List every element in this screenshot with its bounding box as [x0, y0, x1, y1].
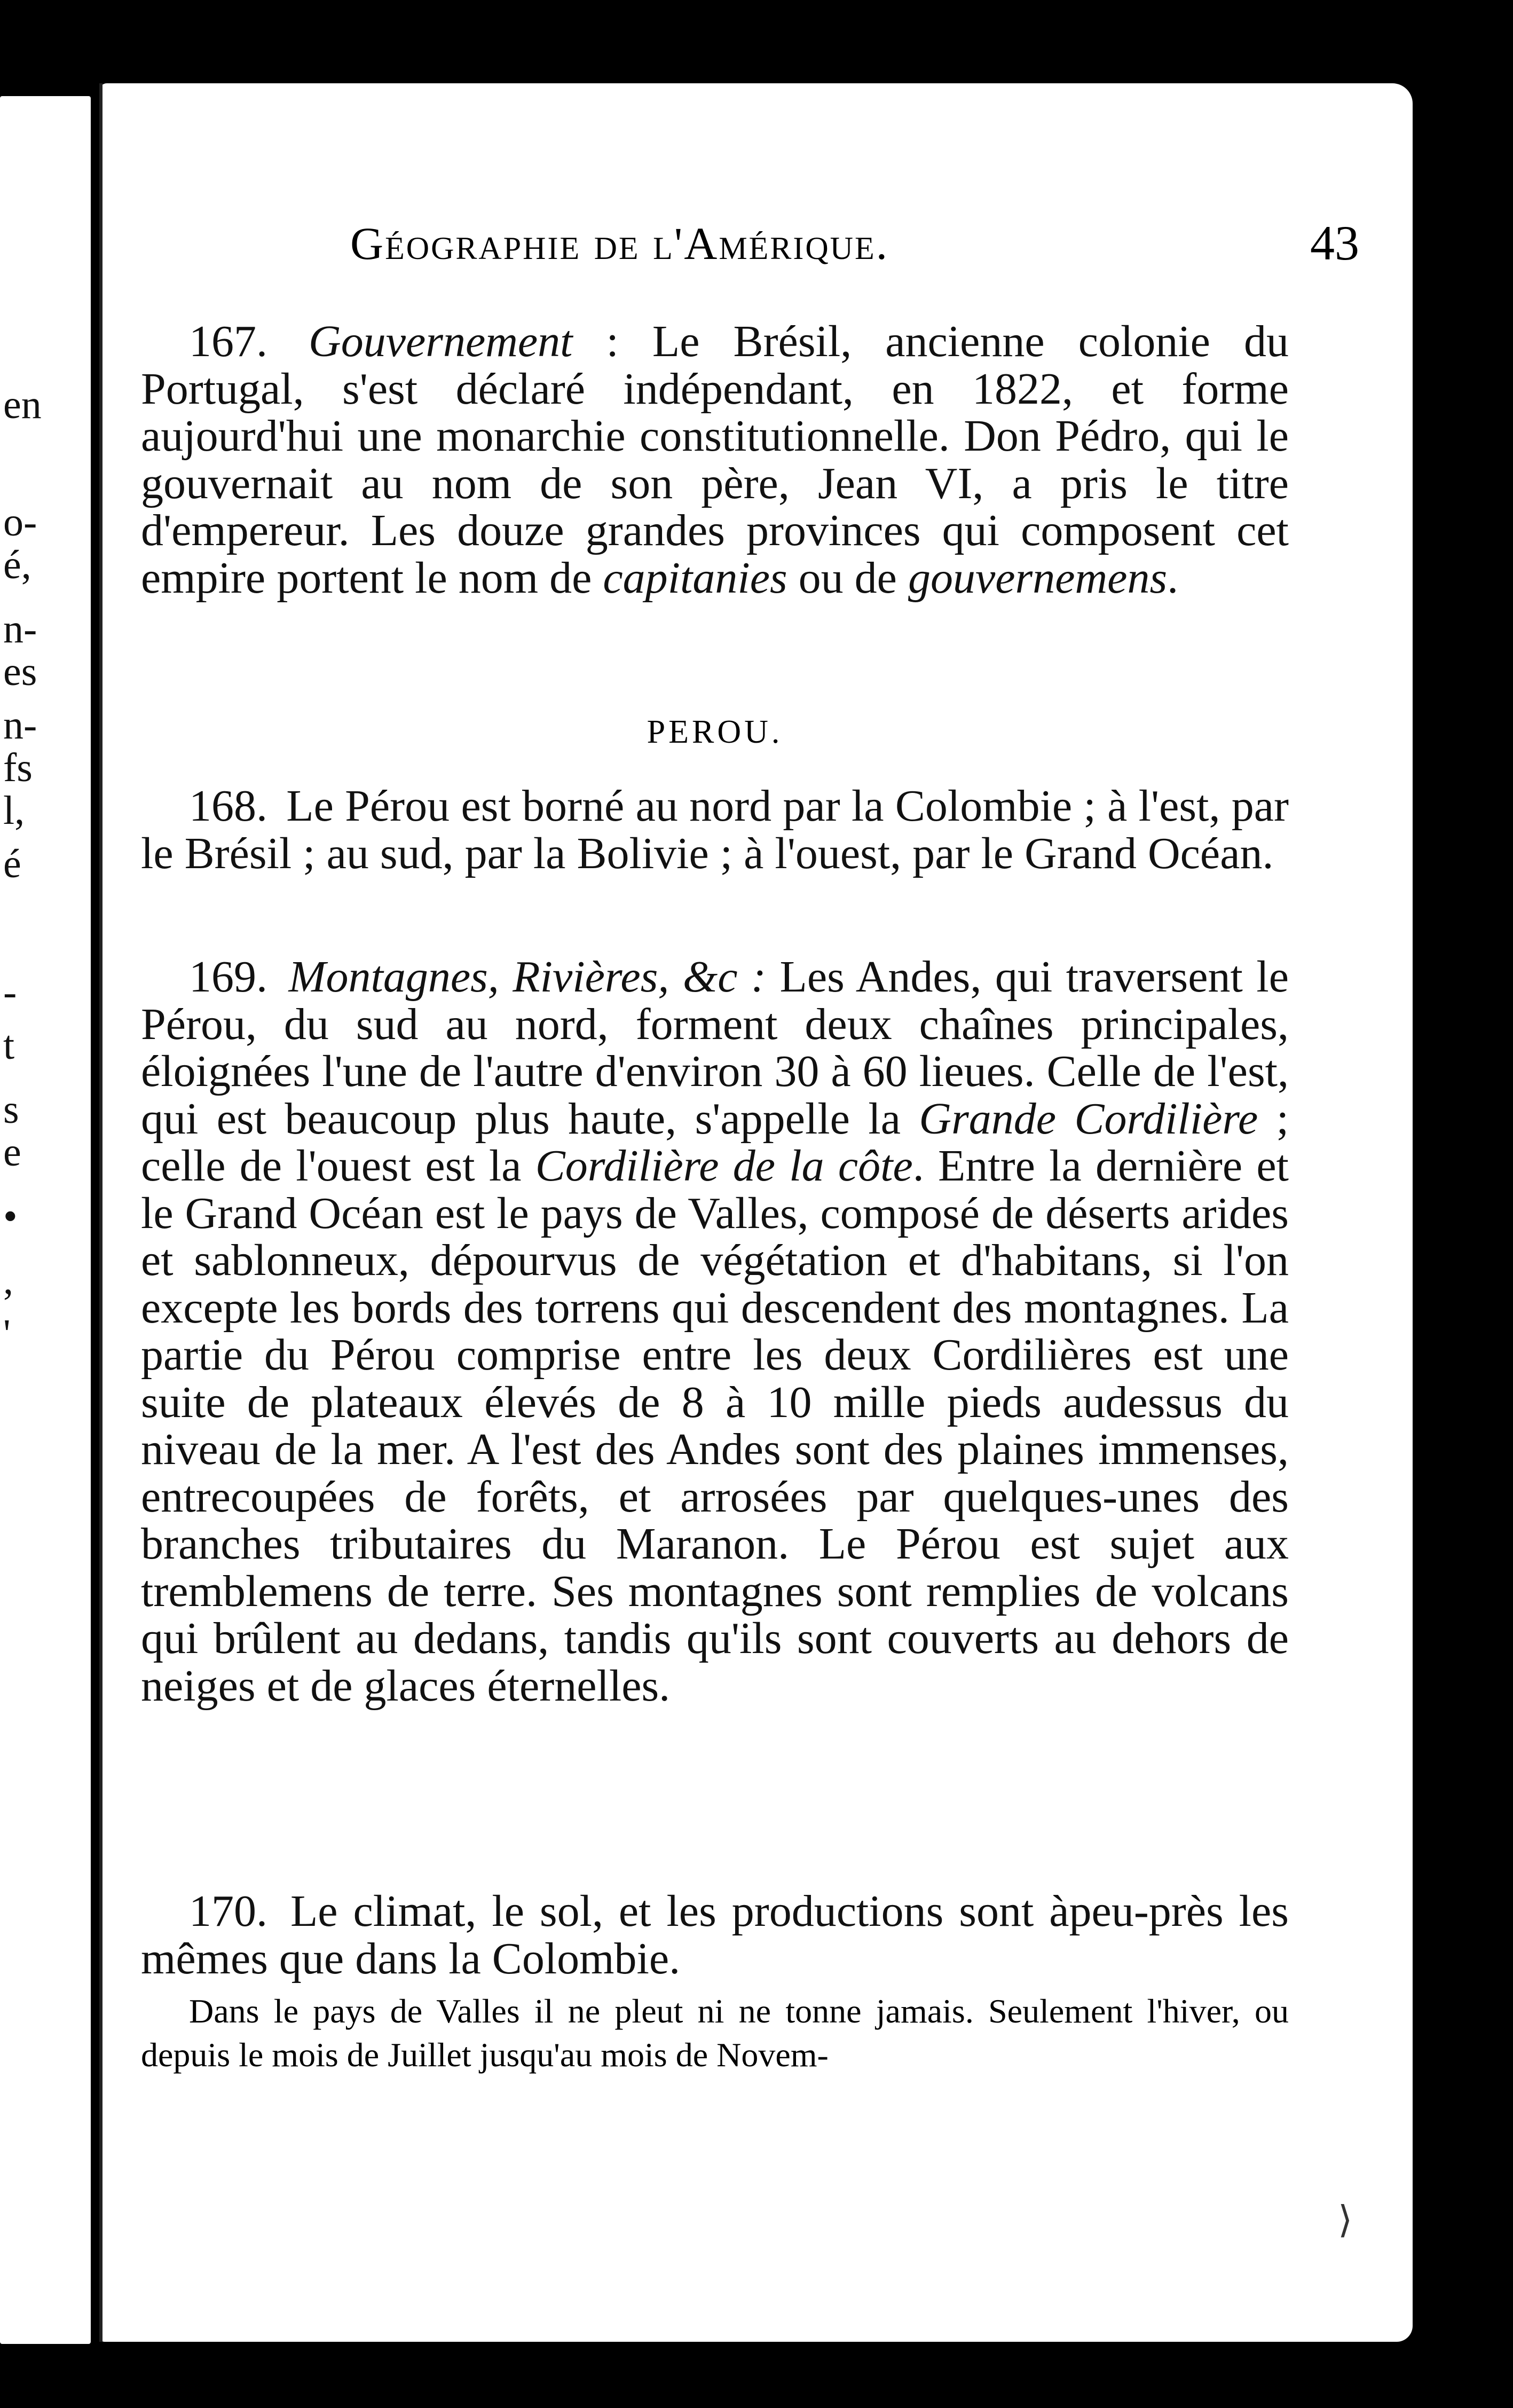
- left-fragment: ,: [3, 1258, 13, 1303]
- left-fragment: en: [3, 382, 42, 427]
- paragraph-text: Le Pérou est borné au nord par la Colombie ; à l'est, par le Brésil ; au sud, par la Bolivie ; à l'ouest, par le Grand Océan.: [141, 781, 1289, 878]
- left-fragment: ': [3, 1311, 11, 1356]
- left-fragment: é,: [3, 542, 31, 587]
- page-mark: ⟩: [1338, 2200, 1353, 2241]
- running-head: [350, 217, 1359, 276]
- paragraph-number: 168.: [189, 781, 267, 831]
- paragraph-text: : Le Brésil, ancienne colonie du Portugal, s'est déclaré indépendant, en 1822, et forme aujourd'hui une monarchie constitutionnelle. Don Pédro, qui le gouvernait au nom de son père, Jean VI, a pris le titre d'empereur. Les douze grandes provinces qui composent cet empire portent le nom de: [141, 317, 1289, 603]
- running-title: Géographie de l'Amérique.: [350, 218, 889, 269]
- left-fragment: t: [3, 1023, 15, 1068]
- left-fragment: é: [3, 841, 21, 886]
- paragraph-168: [141, 783, 1289, 877]
- book-page: [99, 83, 1413, 2342]
- paragraph-text: .: [1167, 553, 1179, 603]
- paragraph-text: . Entre la dernière et le Grand Océan est le pays de Valles, composé de déserts arides et sablonneux, dépourvus de végétation et d'habitans, si l'on excepte les bords des torrens qui descendent des montagnes. La partie du Pérou comprise entre les deux Cordilières est une suite de plateaux élevés de 8 à 10 mille pieds audessus du niveau de la mer. A l'est des Andes sont des plaines immenses, entrecoupées de forêts, et arrosées par quelques-unes des branches tributaires du Maranon. Le Pérou est sujet aux tremblemens de terre. Ses montagnes sont remplies de volcans qui brûlent au dedans, tandis qu'ils sont couverts au dehors de neiges et de glaces éternelles.: [141, 1141, 1289, 1711]
- left-fragment: •: [3, 1194, 18, 1239]
- footnote: Dans le pays de Valles il ne pleut ni ne tonne jamais. Seulement l'hiver, ou depuis le mois de Juillet jusqu'au mois de Novem-: [141, 1992, 1289, 2074]
- paragraph-167: [141, 318, 1289, 602]
- left-fragment: -: [3, 970, 17, 1014]
- adjacent-page-edge: [0, 96, 91, 2344]
- left-fragment: s: [3, 1087, 19, 1132]
- italic-term: Cordilière de la côte: [535, 1141, 913, 1191]
- left-fragment: fs: [3, 745, 33, 790]
- paragraph-text: Le climat, le sol, et les productions sont àpeu-près les mêmes que dans la Colombie.: [141, 1886, 1289, 1984]
- paragraph-170: [141, 1888, 1289, 1982]
- paragraph-text: ; celle de l'ouest est la: [141, 1093, 1289, 1191]
- paragraph-heading: Montagnes, Rivières, &c :: [288, 952, 767, 1002]
- page-gutter-shadow: [99, 83, 103, 2342]
- left-fragment: o-: [3, 500, 37, 545]
- left-fragment: l,: [3, 788, 25, 833]
- paragraph-number: 170.: [189, 1886, 267, 1936]
- paragraph-169: [141, 954, 1289, 1710]
- italic-term: Grande Cordilière: [919, 1093, 1258, 1144]
- paragraph-text: ou de: [798, 553, 897, 603]
- page-number: 43: [1310, 216, 1359, 270]
- section-title: PEROU.: [647, 714, 783, 750]
- paragraph-text: Les Andes, qui traversent le Pérou, du sud au nord, forment deux chaînes principales, éloignées l'une de l'autre d'environ 30 à 60 lieues. Celle de l'est, qui est beaucoup plus haute, s'appelle la: [141, 952, 1289, 1144]
- paragraph-heading: Gouvernement: [309, 317, 573, 366]
- italic-term: gouvernemens: [908, 553, 1168, 603]
- left-fragment: n-: [3, 607, 37, 651]
- paragraph-number: 167.: [189, 317, 267, 366]
- paragraph-number: 169.: [189, 952, 267, 1002]
- left-fragment: es: [3, 649, 37, 694]
- left-fragment: e: [3, 1130, 21, 1175]
- left-fragment: n-: [3, 703, 37, 747]
- italic-term: capitanies: [603, 553, 787, 603]
